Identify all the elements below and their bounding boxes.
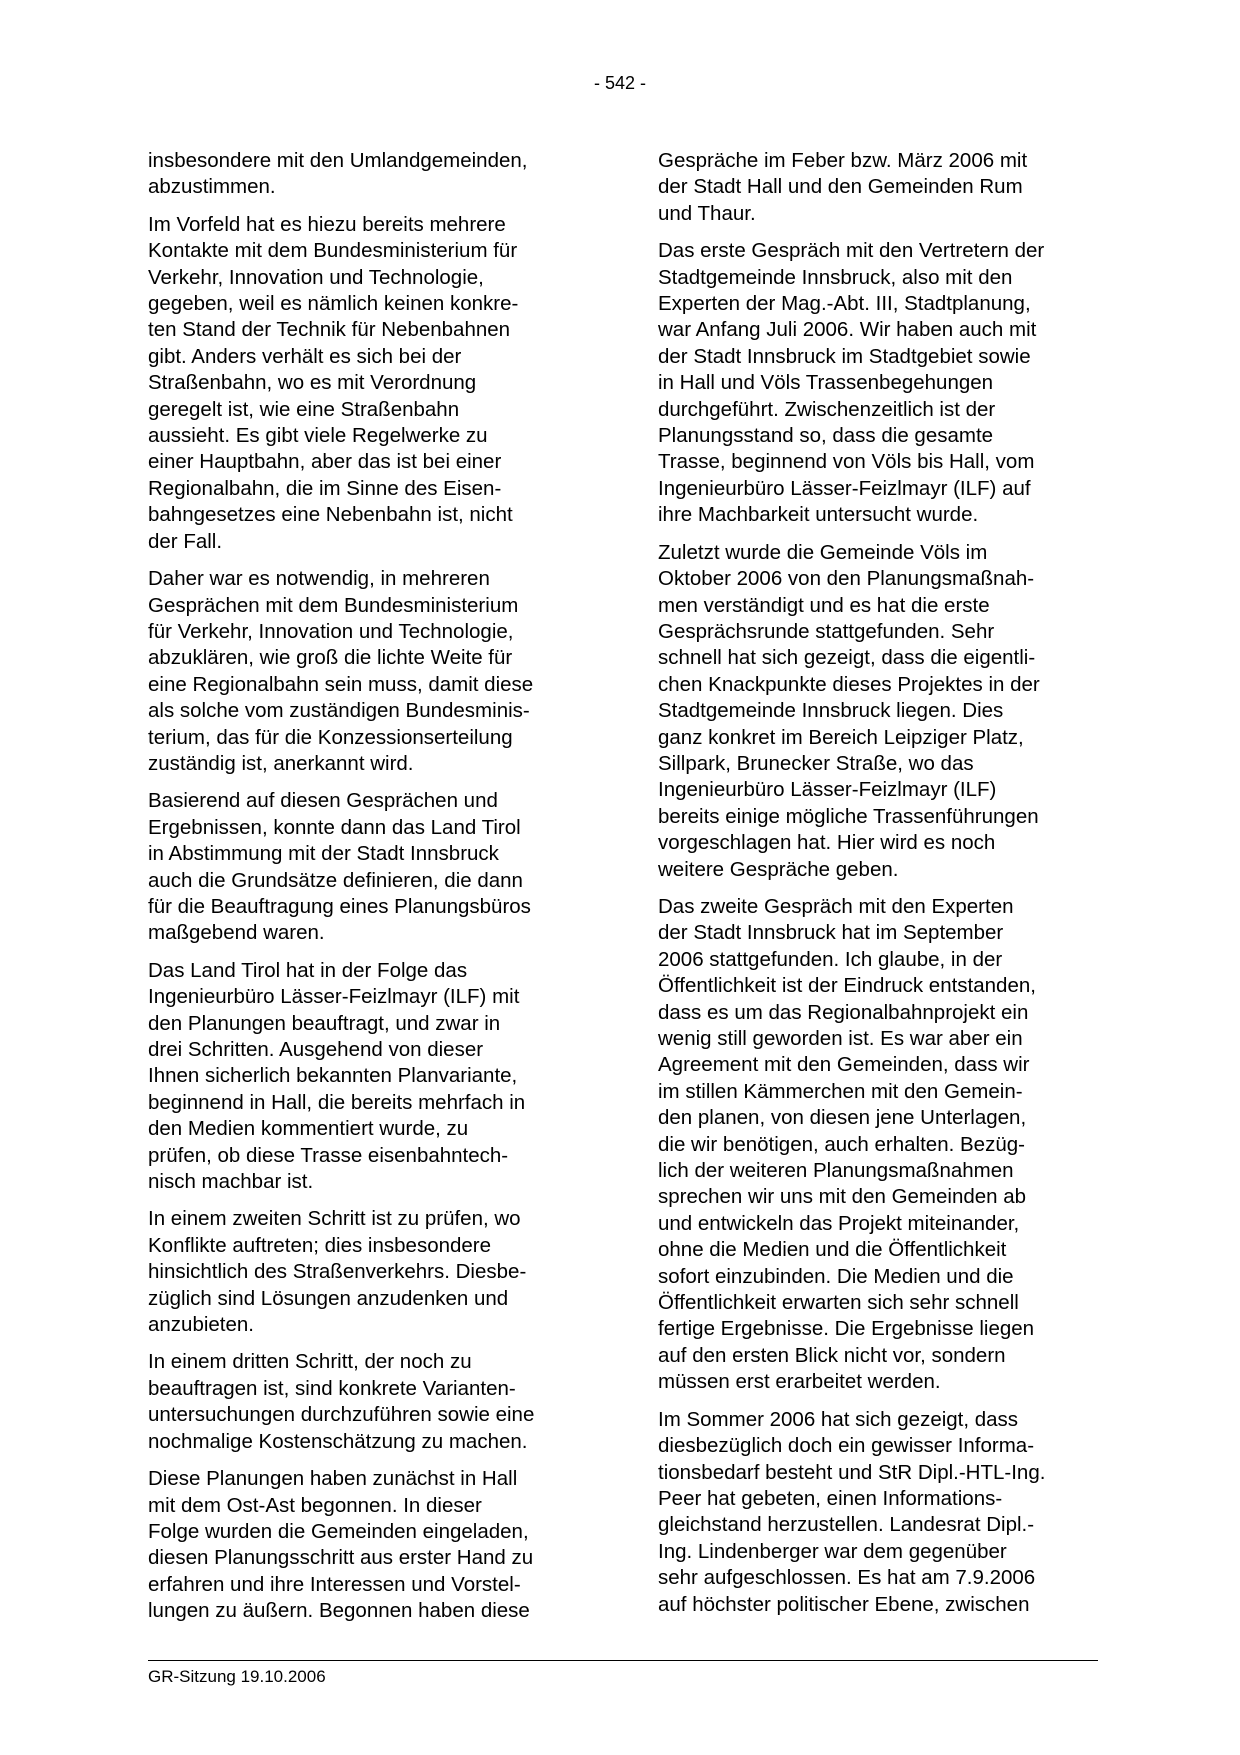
right-column (658, 148, 1098, 1629)
paragraph: In einem dritten Schritt, der noch zu beauftragen ist, sind konkrete Varianten- untersuchungen durchzuführen sowie eine nochmalige Kostenschätzung zu machen. (148, 1350, 535, 1453)
paragraph: Daher war es notwendig, in mehreren Gesprächen mit dem Bundesministerium für Verkehr, Innovation und Technologie, abzuklären, wie groß die lichte Weite für eine Regionalbahn sein muss, damit diese als solche vom zuständigen Bundesminis- terium, das für die Konzessionserteilung zuständig ist, anerkannt wird. (148, 567, 534, 775)
paragraph: In einem zweiten Schritt ist zu prüfen, wo Konflikte auftreten; dies insbesondere hinsichtlich des Straßenverkehrs. Diesbe- züglich sind Lösungen anzudenken und anzubieten. (148, 1207, 527, 1337)
paragraph: insbesondere mit den Umlandgemeinden, abzustimmen. (148, 149, 528, 199)
paragraph: Das Land Tirol hat in der Folge das Ingenieurbüro Lässer-Feizlmayr (ILF) mit den Planungen beauftragt, und zwar in drei Schritten. Ausgehend von dieser Ihnen sicherlich bekannten Planvariante, beginnend in Hall, die bereits mehrfach in den Medien kommentiert wurde, zu prüfen, ob diese Trasse eisenbahntech- nisch machbar ist. (148, 958, 526, 1194)
paragraph: Basierend auf diesen Gesprächen und Ergebnissen, konnte dann das Land Tirol in Abstimmung mit der Stadt Innsbruck auch die Grundsätze definieren, die dann für die Beauftragung eines Planungsbüros maßgebend waren. (148, 789, 531, 945)
paragraph: Gespräche im Feber bzw. März 2006 mit der Stadt Hall und den Gemeinden Rum und Thaur. (658, 149, 1028, 225)
paragraph: Zuletzt wurde die Gemeinde Völs im Oktober 2006 von den Planungsmaßnah- men verständigt und es hat die erste Gesprächsrunde stattgefunden. Sehr schnell hat sich gezeigt, dass die eigentli- chen Knackpunkte dieses Projektes in der Stadtgemeinde Innsbruck liegen. Dies ganz konkret im Bereich Leipziger Platz, Sillpark, Brunecker Straße, wo das Ingenieurbüro Lässer-Feizlmayr (ILF) bereits einige mögliche Trassenführungen vorgeschlagen hat. Hier wird es noch weitere Gespräche geben. (658, 540, 1040, 881)
paragraph: Diese Planungen haben zunächst in Hall mit dem Ost-Ast begonnen. In dieser Folge wurden die Gemeinden eingeladen, diesen Planungsschritt aus erster Hand zu erfahren und ihre Interessen und Vorstel- lungen zu äußern. Begonnen haben diese (148, 1467, 534, 1623)
footer-text: GR-Sitzung 19.10.2006 (148, 1667, 326, 1686)
paragraph: Im Sommer 2006 hat sich gezeigt, dass diesbezüglich doch ein gewisser Informa- tionsbedarf besteht und StR Dipl.-HTL-Ing. Peer hat gebeten, einen Informations- gleichstand herzustellen. Landesrat Dipl.- Ing. Lindenberger war dem gegenüber sehr aufgeschlossen. Es hat am 7.9.2006 auf höchster politischer Ebene, zwischen (658, 1407, 1046, 1616)
paragraph: Das erste Gespräch mit den Vertretern der Stadtgemeinde Innsbruck, also mit den Experten der Mag.-Abt. III, Stadtplanung, war Anfang Juli 2006. Wir haben auch mit der Stadt Innsbruck im Stadtgebiet sowie in Hall und Völs Trassenbegehungen durchgeführt. Zwischenzeitlich ist der Planungsstand so, dass die gesamte Trasse, beginnend von Völs bis Hall, vom Ingenieurbüro Lässer-Feizlmayr (ILF) auf ihre Machbarkeit untersucht wurde. (658, 239, 1045, 527)
paragraph: Das zweite Gespräch mit den Experten der Stadt Innsbruck hat im September 2006 stattgefunden. Ich glaube, in der Öffentlichkeit ist der Eindruck entstanden, dass es um das Regionalbahnprojekt ein wenig still geworden ist. Es war aber ein Agreement mit den Gemeinden, dass wir im stillen Kämmerchen mit den Gemein- den planen, von diesen jene Unterlagen, die wir benötigen, auch erhalten. Bezüg- lich der weiteren Planungsmaßnahmen sprechen wir uns mit den Gemeinden ab und entwickeln das Projekt miteinander, ohne die Medien und die Öffentlichkeit sofort einzubinden. Die Medien und die Öffentlichkeit erwarten sich sehr schnell fertige Ergebnisse. Die Ergebnisse liegen auf den ersten Blick nicht vor, sondern müssen erst erarbeitet werden. (658, 894, 1036, 1394)
page-number: - 542 - (593, 73, 647, 93)
footer-divider (148, 1660, 1098, 1661)
left-column (148, 148, 588, 1636)
paragraph: Im Vorfeld hat es hiezu bereits mehrere Kontakte mit dem Bundesministerium für Verkehr, Innovation und Technologie, gegeben, weil es nämlich keinen konkre- ten Stand der Technik für Nebenbahnen gibt. Anders verhält es sich bei der Straßenbahn, wo es mit Verordnung geregelt ist, wie eine Straßenbahn aussieht. Es gibt viele Regelwerke zu einer Hauptbahn, aber das ist bei einer Regionalbahn, die im Sinne des Eisen- bahngesetzes eine Nebenbahn ist, nicht der Fall. (148, 212, 519, 553)
